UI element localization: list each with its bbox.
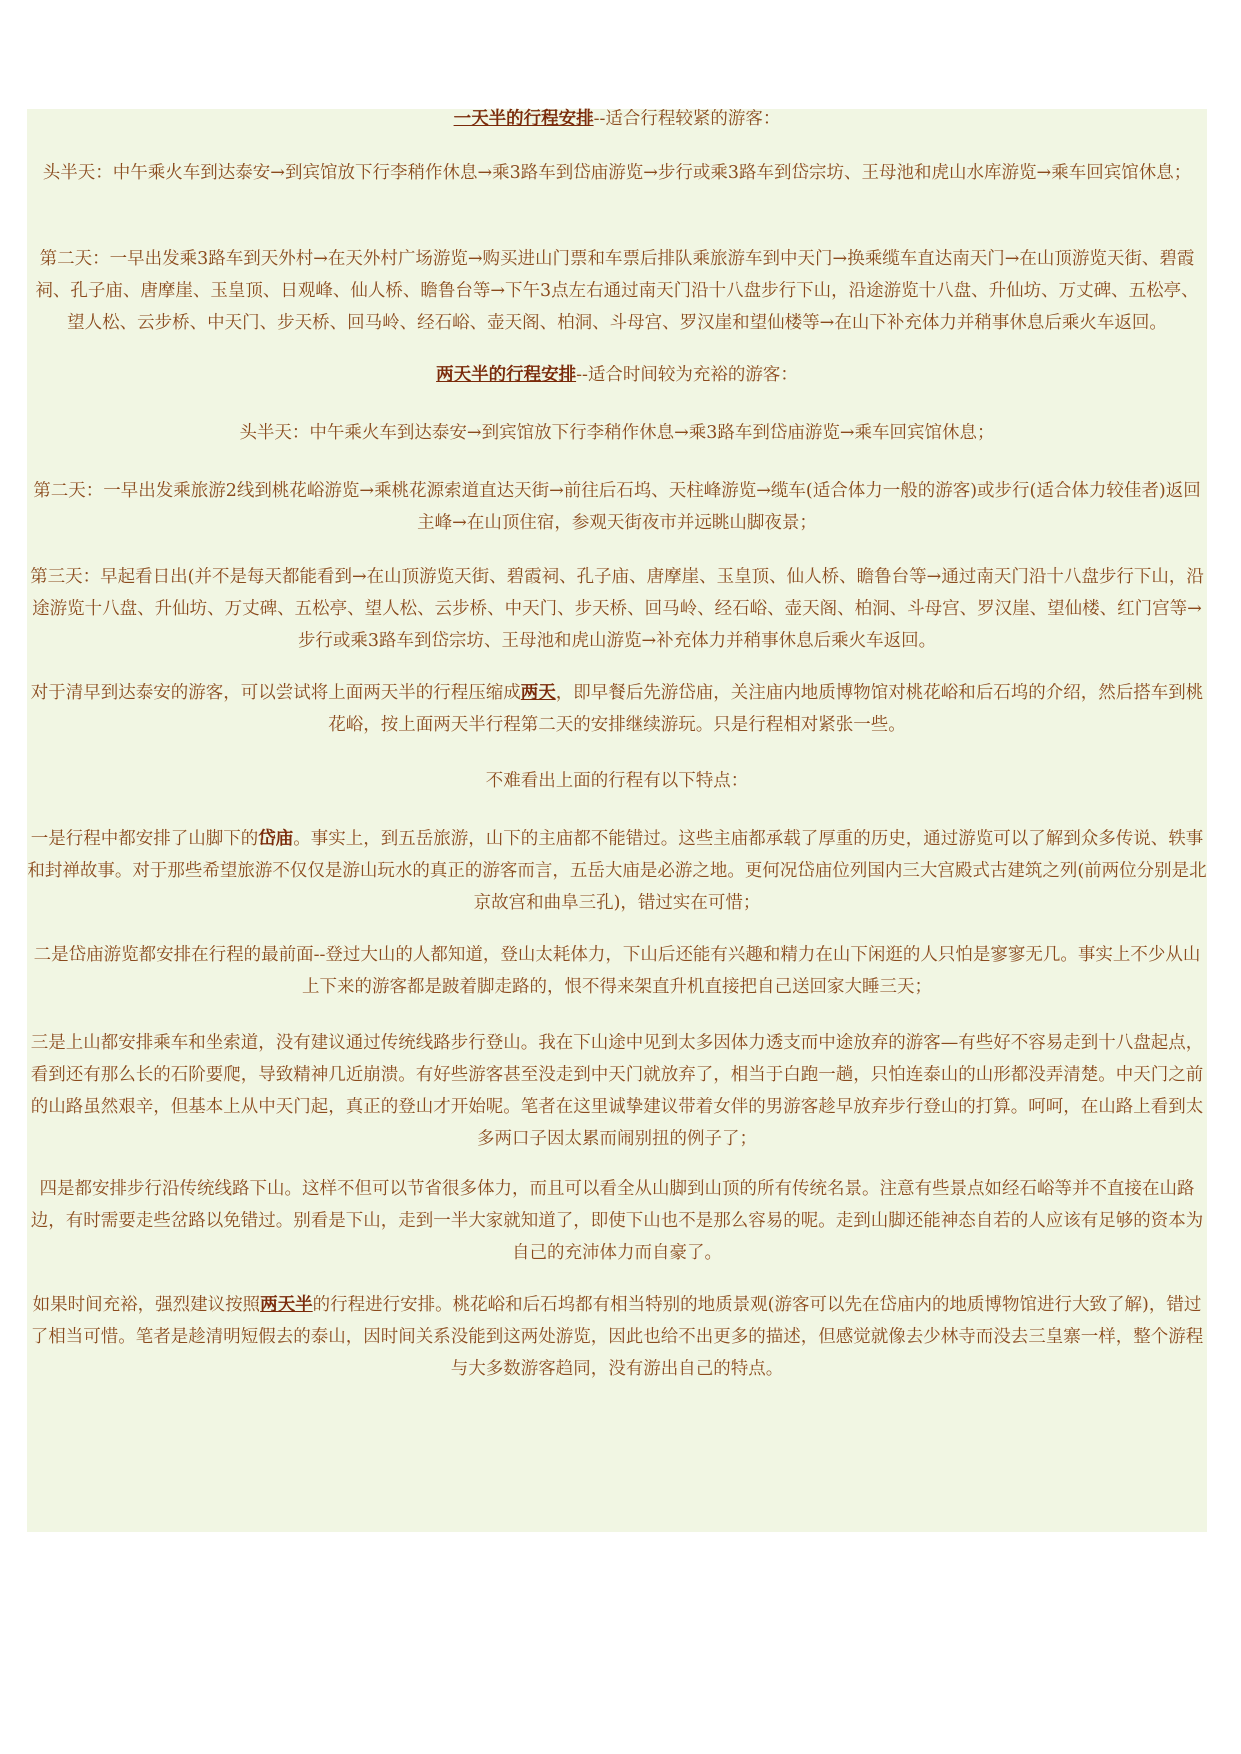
- paragraph-first-half-day: 头半天：中午乘火车到达泰安→到宾馆放下行李稍作休息→乘3路车到岱庙游览→步行或乘3路车到岱宗坊、王母池和虎山水库游览→乘车回宾馆休息；: [42, 163, 1192, 183]
- text-segment: 如果时间充裕，强烈建议按照: [32, 1295, 261, 1315]
- paragraph-feature-four: 四是都安排步行沿传统线路下山。这样不但可以节省很多体力，而且可以看全从山脚到山顶的所有传统名景。注意有些景点如经石峪等并不直接在山路边，有时需要走些岔路以免错过。别看是下山，走到一半大家就知道了，即使下山也不是那么容易的呢。走到山脚还能神态自若的人应该有足够的资本为自己的充沛体力而自豪了。: [30, 1179, 1204, 1263]
- heading-link-two-and-half-days[interactable]: 两天半的行程安排: [436, 365, 577, 385]
- itinerary-panel: [27, 109, 1207, 1532]
- text-segment: 对于清早到达泰安的游客，可以尝试将上面两天半的行程压缩成: [30, 683, 521, 703]
- paragraph-feature-three: 三是上山都安排乘车和坐索道，没有建议通过传统线路步行登山。我在下山途中见到太多因体力透支而中途放弃的游客—有些好不容易走到十八盘起点，看到还有那么长的石阶要爬，导致精神几近崩溃。有好些游客甚至没走到中天门就放弃了，相当于白跑一趟，只怕连泰山的山形都没弄清楚。中天门之前的山路虽然艰辛，但基本上从中天门起，真正的登山才开始呢。笔者在这里诚挚建议带着女伴的男游客趁早放弃步行登山的打算。呵呵，在山路上看到太多两口子因太累而闹别扭的例子了；: [30, 1033, 1204, 1149]
- text-segment: 。事实上，到五岳旅游，山下的主庙都不能错过。这些主庙都承载了厚重的历史，通过游览可以了解到众多传说、轶事和封禅故事。对于那些希望旅游不仅仅是游山玩水的真正的游客而言，五岳大庙是必游之地。更何况岱庙位列国内三大宫殿式古建筑之列(前两位分别是北京故宫和曲阜三孔)，错过实在可惜；: [27, 829, 1207, 913]
- paragraph-third-day: 第三天：早起看日出(并不是每天都能看到→在山顶游览天街、碧霞祠、孔子庙、唐摩崖、玉皇顶、仙人桥、瞻鲁台等→通过南天门沿十八盘步行下山，沿途游览十八盘、升仙坊、万丈碑、五松亭、望人松、云步桥、中天门、步天桥、回马岭、经石峪、壶天阁、柏洞、斗母宫、罗汉崖、望仙楼、红门宫等→步行或乘3路车到岱宗坊、王母池和虎山游览→补充体力并稍事休息后乘火车返回。: [30, 567, 1204, 651]
- link-two-days[interactable]: 两天: [520, 683, 556, 703]
- text-segment: ，即早餐后先游岱庙，关注庙内地质博物馆对桃花峪和后石坞的介绍，然后搭车到桃花峪，按上面两天半行程第二天的安排继续游玩。只是行程相对紧张一些。: [328, 683, 1204, 735]
- text-segment: 的行程进行安排。桃花峪和后石坞都有相当特别的地质景观(游客可以先在岱庙内的地质博物馆进行大致了解)，错过了相当可惜。笔者是趁清明短假去的泰山，因时间关系没能到这两处游览，因此也给不出更多的描述，但感觉就像去少林寺而没去三皇寨一样，整个游程与大多数游客趋同，没有游出自己的特点。: [30, 1295, 1204, 1379]
- link-two-and-half-days[interactable]: 两天半: [260, 1295, 313, 1315]
- paragraph-recommendation: [27, 1289, 1207, 1385]
- paragraph-feature-two: 二是岱庙游览都安排在行程的最前面--登过大山的人都知道，登山太耗体力，下山后还能有兴趣和精力在山下闲逛的人只怕是寥寥无几。事实上不少从山上下来的游客都是跛着脚走路的，恨不得来架直升机直接把自己送回家大睡三天；: [33, 945, 1201, 997]
- heading-suffix: --适合时间较为充裕的游客：: [576, 365, 798, 385]
- text-segment: 一是行程中都安排了山脚下的: [30, 829, 259, 849]
- heading-two-and-half-days: [27, 359, 1207, 391]
- paragraph-second-day: 第二天：一早出发乘3路车到天外村→在天外村广场游览→购买进山门票和车票后排队乘旅游车到中天门→换乘缆车直达南天门→在山顶游览天街、碧霞祠、孔子庙、唐摩崖、玉皇顶、日观峰、仙人桥、瞻鲁台等→下午3点左右通过南天门沿十八盘步行下山，沿途游览十八盘、升仙坊、万丈碑、五松亭、望人松、云步桥、中天门、步天桥、回马岭、经石峪、壶天阁、柏洞、斗母宫、罗汉崖和望仙楼等→在山下补充体力并稍事休息后乘火车返回。: [35, 249, 1199, 333]
- emphasis-dai-temple: 岱庙: [258, 829, 294, 849]
- paragraph-second-day-b: 第二天：一早出发乘旅游2线到桃花峪游览→乘桃花源索道直达天街→前往后石坞、天柱峰游览→缆车(适合体力一般的游客)或步行(适合体力较佳者)返回主峰→在山顶住宿，参观天街夜市并远眺山脚夜景；: [33, 481, 1201, 533]
- paragraph-first-half-day-b: 头半天：中午乘火车到达泰安→到宾馆放下行李稍作休息→乘3路车到岱庙游览→乘车回宾馆休息；: [239, 423, 995, 443]
- heading-one-and-half-days: [27, 103, 1207, 135]
- paragraph-features-intro: 不难看出上面的行程有以下特点：: [485, 771, 749, 791]
- heading-link-one-and-half-days[interactable]: 一天半的行程安排: [453, 109, 594, 129]
- paragraph-feature-one: [27, 823, 1207, 919]
- paragraph-two-day-option: [27, 677, 1207, 741]
- heading-suffix: --适合行程较紧的游客：: [593, 109, 781, 129]
